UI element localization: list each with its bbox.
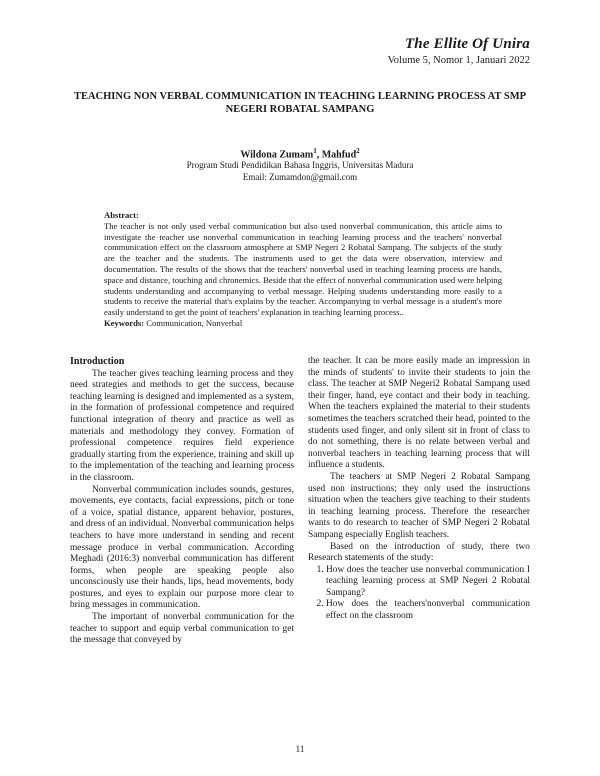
affiliation: Program Studi Pendidikan Bahasa Inggris, Universitas Madura bbox=[186, 160, 414, 170]
author-affiliation-mark: 1 bbox=[313, 147, 317, 155]
abstract-block bbox=[104, 210, 502, 329]
right-column bbox=[308, 356, 530, 623]
author-affiliation-mark: 2 bbox=[356, 147, 360, 155]
section-heading: Introduction bbox=[70, 356, 125, 367]
paper-title: TEACHING NON VERBAL COMMUNICATION IN TEACHING LEARNING PROCESS AT SMP NEGERI ROBATAL SAMPANG bbox=[73, 91, 527, 115]
list-item: 2. How does the teachers'nonverbal communication effect on the classroom bbox=[326, 599, 530, 622]
page-number: 11 bbox=[295, 744, 305, 754]
keywords-label: Keywords: bbox=[104, 317, 145, 328]
paragraph: Nonverbal communication includes sounds, gestures, movements, eye contacts, facial expressions, pitch or tone of a voice, spatial distance, apparent behavior, postures, and dress of an individual. Nonverbal communication helps teachers to have more understand in sending and recent message produce in verbal communication. According Meghadi (2016:3) nonverbal communication has different forms, when people are speaking people also unconsciously use their hands, lips, head movements, body postures, and eyes to explain our purpose more clear to bring messages in communication. bbox=[70, 484, 294, 611]
left-column bbox=[70, 356, 294, 647]
author-name: Mahfud bbox=[321, 149, 357, 161]
abstract-heading: Abstract: bbox=[104, 210, 139, 220]
abstract-text: The teacher is not only used verbal communication but also used nonverbal communication, this article aims to investigate the teacher use nonverbal communication in teaching learning process and the teachers' nonverbal communication effect on the classroom atmosphere at SMP Negeri 2 Robatal Sampang. The subjects of the study are the teacher and the students. The instruments used to get the data were observation, interview and documentation. The results of the shows that the teachers' nonverbal used in teaching learning process are hands, space and distance, touching and chronemics. Beside that the effect of nonverbal communication used were helping students understanding and accompanying to verbal message. Helping students understanding more easily to a students to receive the material that's explains by the teacher. Accompanying to verbal message is a student's more easily understand to get the point of teachers' explanation in teaching learning process.. bbox=[104, 220, 502, 318]
paragraph: The important of nonverbal communication for the teacher to support and equip verbal communication to get the message that conveyed by bbox=[70, 612, 294, 646]
journal-title: The Ellite Of Unira bbox=[404, 36, 530, 52]
research-questions-list bbox=[308, 565, 530, 623]
paragraph: The teachers at SMP Negeri 2 Robatal Sampang used non instructions; they only used the instructions situation when the teachers give teaching to their students in teaching learning process. Therefore the researcher wants to do research to teacher of SMP Negeri 2 Robatal Sampang especially English teachers. bbox=[308, 471, 530, 540]
author-name: Wildona Zumam bbox=[240, 149, 314, 161]
author-email: Email: Zumamdon@gmail.com bbox=[242, 172, 358, 182]
author-line bbox=[70, 147, 530, 160]
keywords-value: Communication, Nonverbal bbox=[144, 317, 243, 328]
paragraph: The teacher gives teaching learning process and they need strategies and methods to get the success, because teaching learning is designed and implemented as a system, in the formation of professional competence and required functional integration of theory and practice as well as materials and methodology they convey. Formation of professional competence requires field experience gradually starting from the experience, training and skill up to the implementation of the teaching and learning process in the classroom. bbox=[70, 368, 294, 483]
keywords-line bbox=[104, 318, 502, 329]
paragraph: the teacher. It can be more easily made an impression in the minds of students' to invite their students to join the class. The teacher at SMP Negeri2 Robatal Sampang used their finger, hand, eye contact and their body in teaching. When the teachers explained the material to their students sometimes the teachers scratched their head, pointed to the students used finger, and only silent sit in front of class to do not something, there is no relate between verbal and nonverbal teachers in teaching learning process that will influence a students. bbox=[308, 356, 530, 471]
journal-volume: Volume 5, Nomor 1, Januari 2022 bbox=[387, 55, 530, 66]
paragraph: Based on the introduction of study, there two Research statements of the study: bbox=[308, 541, 530, 564]
list-item: 1. How does the teacher use nonverbal communication I teaching learning process at SMP Negeri 2 Robatal Sampang? bbox=[326, 565, 530, 600]
author-separator: , bbox=[316, 149, 322, 161]
